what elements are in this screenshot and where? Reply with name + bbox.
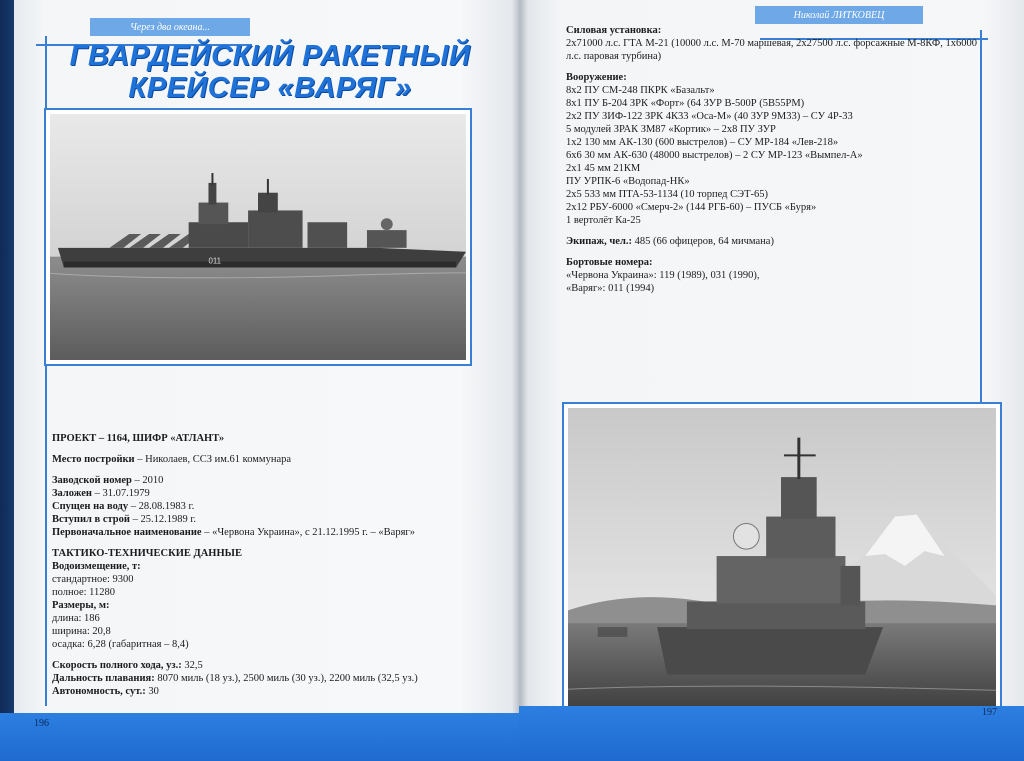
yard-number-row <box>52 474 492 487</box>
page-title <box>60 40 480 104</box>
laid-down-row <box>52 487 492 500</box>
build-place-value: – Николаев, ССЗ им.61 коммунара <box>134 454 292 465</box>
armament-line: ПУ УРПК-6 «Водопад-НК» <box>566 176 690 187</box>
power-plant-line: 2х71000 л.с. ГТА М-21 (10000 л.с. М-70 маршевая, 2х27500 л.с. форсажные М-8КФ, 1х6000 <box>566 38 977 49</box>
speed-label: Скорость полного хода, уз.: <box>52 660 182 671</box>
board-numbers-label: Бортовые номера: <box>566 257 653 268</box>
left-header-tab: Через два океана... <box>90 18 250 36</box>
crew-row <box>566 235 976 248</box>
power-plant-line: л.с. паровая турбина) <box>566 51 662 62</box>
armament-line: 1х2 130 мм АК-130 (600 выстрелов) – СУ МР-184 «Лев-218» <box>566 137 839 148</box>
ttd-heading: ТАКТИКО-ТЕХНИЧЕСКИЕ ДАННЫЕ <box>52 548 242 559</box>
launched-value: – 28.08.1983 г. <box>128 501 195 512</box>
power-plant-label: Силовая установка: <box>566 25 662 36</box>
launched-row <box>52 500 492 513</box>
left-footer-band <box>0 713 519 761</box>
cruiser-volcano-image <box>568 408 996 712</box>
armament-line: 1 вертолёт Ка-25 <box>566 215 641 226</box>
board-numbers-lines <box>566 269 976 295</box>
build-place-row <box>52 453 492 466</box>
launched-label: Спущен на воду <box>52 501 129 512</box>
armament-line: 2х5 533 мм ПТА-53-1134 (10 торпед СЭТ-65) <box>566 189 768 200</box>
armament-line: 8х1 ПУ Б-204 ЗРК «Форт» (64 ЗУР В-500Р (5В55РМ) <box>566 98 805 109</box>
right-header-tab: Николай ЛИТКОВЕЦ <box>755 6 923 24</box>
board-number-line: «Варяг»: 011 (1994) <box>566 283 655 294</box>
title-line-2: КРЕЙСЕР «ВАРЯГ» <box>128 72 412 104</box>
dimension-length: длина: 186 <box>52 613 100 624</box>
original-name-label: Первоначальное наименование <box>52 527 202 538</box>
laid-down-value: – 31.07.1979 <box>91 488 150 499</box>
range-value: 8070 миль (18 уз.), 2500 миль (30 уз.), 2200 миль (32,5 уз.) <box>154 673 418 684</box>
build-place-label: Место постройки <box>52 454 135 465</box>
autonomy-value: 30 <box>145 686 159 697</box>
title-line-1: ГВАРДЕЙСКИЙ РАКЕТНЫЙ <box>69 40 471 72</box>
project-heading: ПРОЕКТ – 1164, ШИФР «АТЛАНТ» <box>52 433 225 444</box>
dimension-draft: осадка: 6,28 (габаритная – 8,4) <box>52 639 189 650</box>
commissioned-value: – 25.12.1989 г. <box>129 514 197 525</box>
left-page-number: 196 <box>34 718 49 729</box>
armament-line: 5 модулей ЗРАК ЗМ87 «Кортик» – 2х8 ПУ ЗУР <box>566 124 776 135</box>
armament-line: 6х6 30 мм АК-630 (48000 выстрелов) – 2 СУ МР-123 «Вымпел-А» <box>566 150 863 161</box>
speed-row <box>52 659 492 672</box>
armament-line: 2х2 ПУ ЗИФ-122 ЗРК 4К33 «Оса-М» (40 ЗУР 9М33) – СУ 4Р-33 <box>566 111 853 122</box>
power-plant-lines <box>566 37 976 63</box>
original-name-row <box>52 526 492 539</box>
autonomy-label: Автономность, сут.: <box>52 686 146 697</box>
original-name-value: – «Червона Украина», с 21.12.1995 г. – «Варяг» <box>201 527 415 538</box>
cruiser-volcano-photo <box>562 402 1002 718</box>
specs-right-block <box>566 24 976 295</box>
laid-down-label: Заложен <box>52 488 92 499</box>
commissioned-label: Вступил в строй <box>52 514 130 525</box>
autonomy-row <box>52 685 492 698</box>
speed-value: 32,5 <box>181 660 203 671</box>
range-row <box>52 672 492 685</box>
displacement-full: полное: 11280 <box>52 587 116 598</box>
specs-left-block <box>52 432 492 698</box>
cruiser-side-photo <box>44 108 472 366</box>
right-footer-band <box>519 706 1024 761</box>
displacement-label: Водоизмещение, т: <box>52 561 141 572</box>
crew-value: 485 (66 офицеров, 64 мичмана) <box>631 236 774 247</box>
armament-lines <box>566 84 976 227</box>
board-number-line: «Червона Украина»: 119 (1989), 031 (1990), <box>566 270 760 281</box>
armament-line: 8х2 ПУ СМ-248 ПКРК «Базальт» <box>566 85 715 96</box>
dimensions-label: Размеры, м: <box>52 600 110 611</box>
dimension-width: ширина: 20,8 <box>52 626 111 637</box>
book-gutter <box>512 0 528 761</box>
armament-label: Вооружение: <box>566 72 627 83</box>
yard-number-label: Заводской номер <box>52 475 132 486</box>
displacement-standard: стандартное: 9300 <box>52 574 134 585</box>
armament-line: 2х12 РБУ-6000 «Смерч-2» (144 РГБ-60) – ПУСБ «Буря» <box>566 202 817 213</box>
armament-line: 2х1 45 мм 21КМ <box>566 163 641 174</box>
crew-label: Экипаж, чел.: <box>566 236 632 247</box>
cruiser-side-image <box>50 114 466 360</box>
right-page-number: 197 <box>982 707 997 718</box>
hull-number: 011 <box>208 256 222 266</box>
commissioned-row <box>52 513 492 526</box>
range-label: Дальность плавания: <box>52 673 155 684</box>
yard-number-value: – 2010 <box>131 475 164 486</box>
